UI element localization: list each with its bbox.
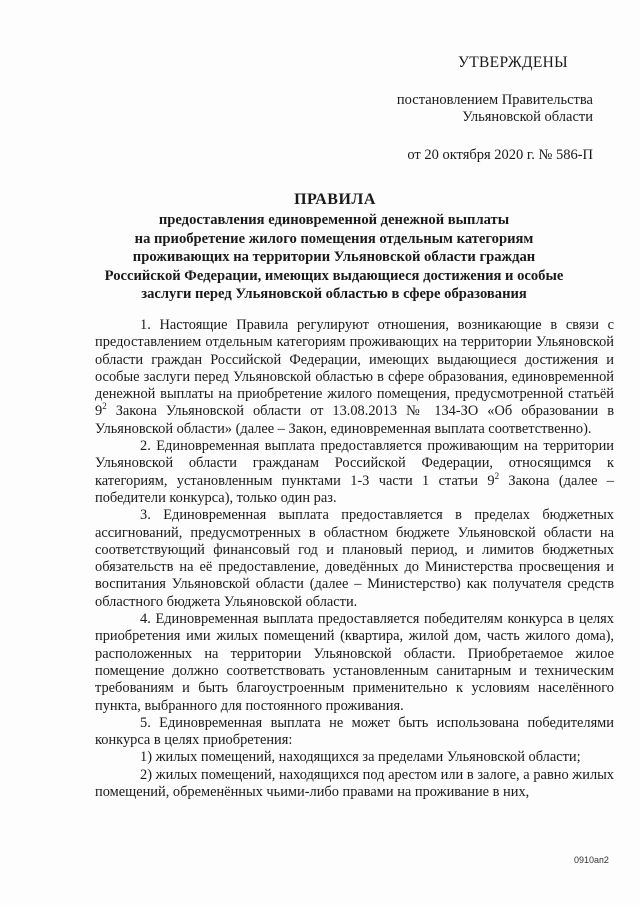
paragraph-2 xyxy=(95,438,614,507)
footer-code: 0910ап2 xyxy=(574,855,609,865)
paragraph-5-item-1: 1) жилых помещений, находящихся за пределами Ульяновской области; xyxy=(140,749,581,766)
decree-line-2: Ульяновской области xyxy=(462,109,593,125)
subtitle-line-3: проживающих на территории Ульяновской области граждан xyxy=(132,249,536,265)
paragraph-3: 3. Единовременная выплата предоставляется в пределах бюджетных ассигнований, предусмотренных в областном бюджете Ульяновской области на соответствующий финансовый год и плановый период, и лимитов бюджетных обязательств на её предоставление, доведённых до Министерства просвещения и воспитания Ульяновской области (далее – Министерство) как получателя средств областного бюджета Ульяновской области. xyxy=(95,507,614,610)
subtitle-line-1: предоставления единовременной денежной выплаты xyxy=(158,212,510,228)
paragraph-5: 5. Единовременная выплата не может быть использована победителями конкурса в целях приобретения: xyxy=(95,714,614,749)
subtitle-line-4: Российской Федерации, имеющих выдающиеся достижения и особые xyxy=(104,267,564,284)
paragraph-2-superscript: 2 xyxy=(494,470,500,481)
document-body xyxy=(95,317,614,801)
paragraph-2-text-b: Закона (далее – победители конкурса), только один раз. xyxy=(95,472,615,506)
decree-date: от 20 октября 2020 г. № 586-П xyxy=(407,147,593,163)
paragraph-1-text-a: 1. Настоящие Правила регулируют отношения, возникающие в связи с предоставлением отдельным категориям проживающих на территории Ульяновской области граждан Российской Федерации, имеющих выдающиеся достижения и особые заслуги перед Ульяновской областью в сфере образования, единовременной денежной выплаты на приобретение жилого помещения, предусмотренной статьёй 9 xyxy=(95,317,614,420)
approved-heading: УТВЕРЖДЕНЫ xyxy=(458,54,568,71)
paragraph-1 xyxy=(95,317,614,438)
paragraph-1-text-b: Закона Ульяновской области от 13.08.2013 № 134-ЗО «Об образовании в Ульяновской области» (далее – Закон, единовременная выплата соответственно). xyxy=(95,403,614,437)
subtitle-line-2: на приобретение жилого помещения отдельным категориям xyxy=(134,230,534,247)
document-title: ПРАВИЛА xyxy=(294,191,376,208)
document-subtitle xyxy=(95,211,573,304)
paragraph-2-text-a: 2. Единовременная выплата предоставляется проживающим на территории Ульяновской области гражданам Российской Федерации, относящимся к категориям, установленным пунктами 1-3 части 1 статьи 9 xyxy=(95,438,614,489)
paragraph-1-superscript: 2 xyxy=(102,401,107,412)
paragraph-4: 4. Единовременная выплата предоставляется победителям конкурса в целях приобретения ими жилых помещений (квартира, жилой дом, часть жилого дома), расположенных на территории Ульяновской области. Приобретаемое жилое помещение должно соответствовать установленным санитарным и техническим требованиям и быть благоустроенным применительно к условиям населённого пункта, выбранного для постоянного проживания. xyxy=(95,611,614,714)
subtitle-line-5: заслуги перед Ульяновской областью в сфере образования xyxy=(141,286,527,302)
decree-line-1: постановлением Правительства xyxy=(396,92,593,108)
paragraph-5-item-2: 2) жилых помещений, находящихся под арестом или в залоге, а равно жилых помещений, обременённых чьими-либо правами на проживание в них, xyxy=(95,766,614,801)
